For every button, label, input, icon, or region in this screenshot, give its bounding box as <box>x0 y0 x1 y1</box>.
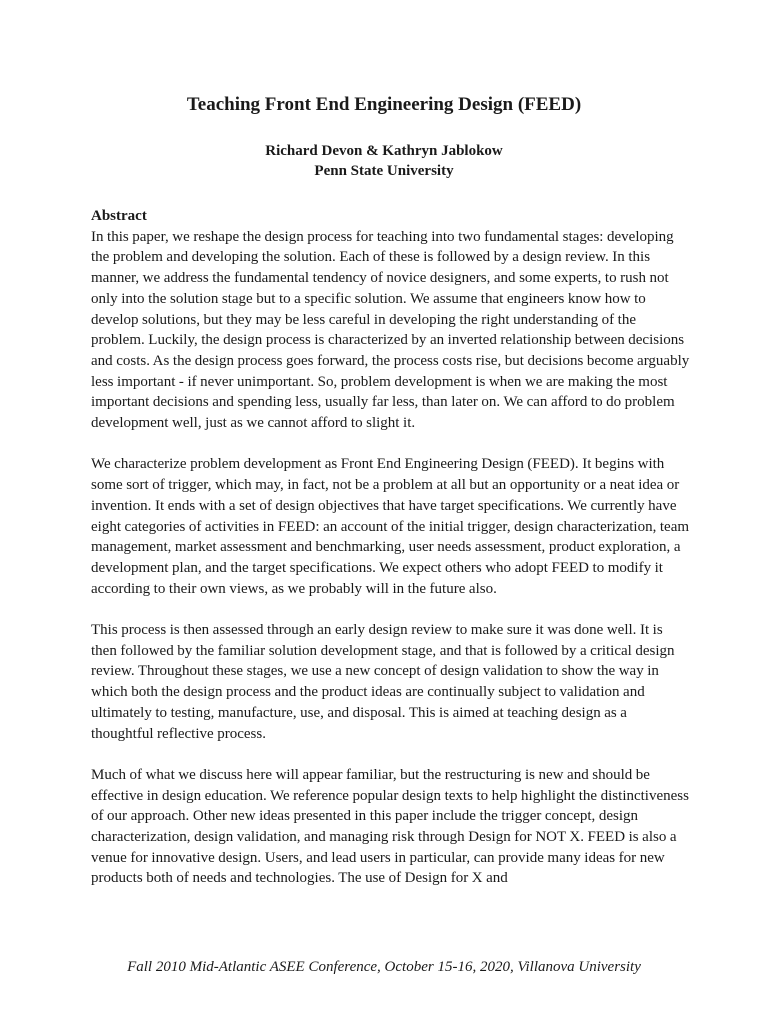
page-footer: Fall 2010 Mid-Atlantic ASEE Conference, October 15-16, 2020, Villanova University <box>127 959 641 975</box>
body-paragraph: Much of what we discuss here will appear familiar, but the restructuring is new and should be effective in design education. We reference popular design texts to help highlight the distinctiveness of our approach. Other new ideas presented in this paper include the trigger concept, design characterization, design validation, and managing risk through Design for NOT X. FEED is also a venue for innovative design. Users, and lead users in particular, can provide many ideas for new products both of needs and technologies. The use of Design for X and <box>91 766 689 887</box>
body-paragraph: In this paper, we reshape the design process for teaching into two fundamental stages: developing the problem and developing the solution. Each of these is followed by a design review. In this manner, we address the fundamental tendency of novice designers, and some experts, to rush not only into the solution stage but to a specific solution. We assume that engineers know how to develop solutions, but they may be less careful in developing the right understanding of the problem. Luckily, the design process is characterized by an inverted relationship between decisions and costs. As the design process goes forward, the process costs rise, but decisions become arguably less important - if never unimportant. So, problem development is when we are making the most important decisions and spending less, usually far less, than later on. We can afford to do problem development well, just as we cannot afford to slight it. <box>91 228 690 432</box>
paper-title: Teaching Front End Engineering Design (FEED) <box>186 94 582 115</box>
author-names: Richard Devon & Kathryn Jablokow <box>265 143 503 159</box>
body-paragraph: This process is then assessed through an early design review to make sure it was done well. It is then followed by the familiar solution development stage, and that is followed by a critical design review. Throughout these stages, we use a new concept of design validation to show the way in which both the design process and the product ideas are continually subject to validation and ultimately to testing, manufacture, use, and disposal. This is aimed at teaching design as a thoughtful reflective process. <box>91 622 675 742</box>
author-affiliation: Penn State University <box>314 163 454 179</box>
author-block <box>0 141 768 181</box>
abstract-heading: Abstract <box>91 208 147 224</box>
body-paragraph: We characterize problem development as Front End Engineering Design (FEED). It begins with some sort of trigger, which may, in fact, not be a problem at all but an opportunity or a neat idea or invention. It ends with a set of design objectives that have target specifications. We currently have eight categories of activities in FEED: an account of the initial trigger, design characterization, team management, market assessment and benchmarking, user needs assessment, product exploration, a development plan, and the target specifications. We expect others who adopt FEED to modify it according to their own views, as we probably will in the future also. <box>91 456 690 597</box>
paper-body <box>91 206 691 910</box>
